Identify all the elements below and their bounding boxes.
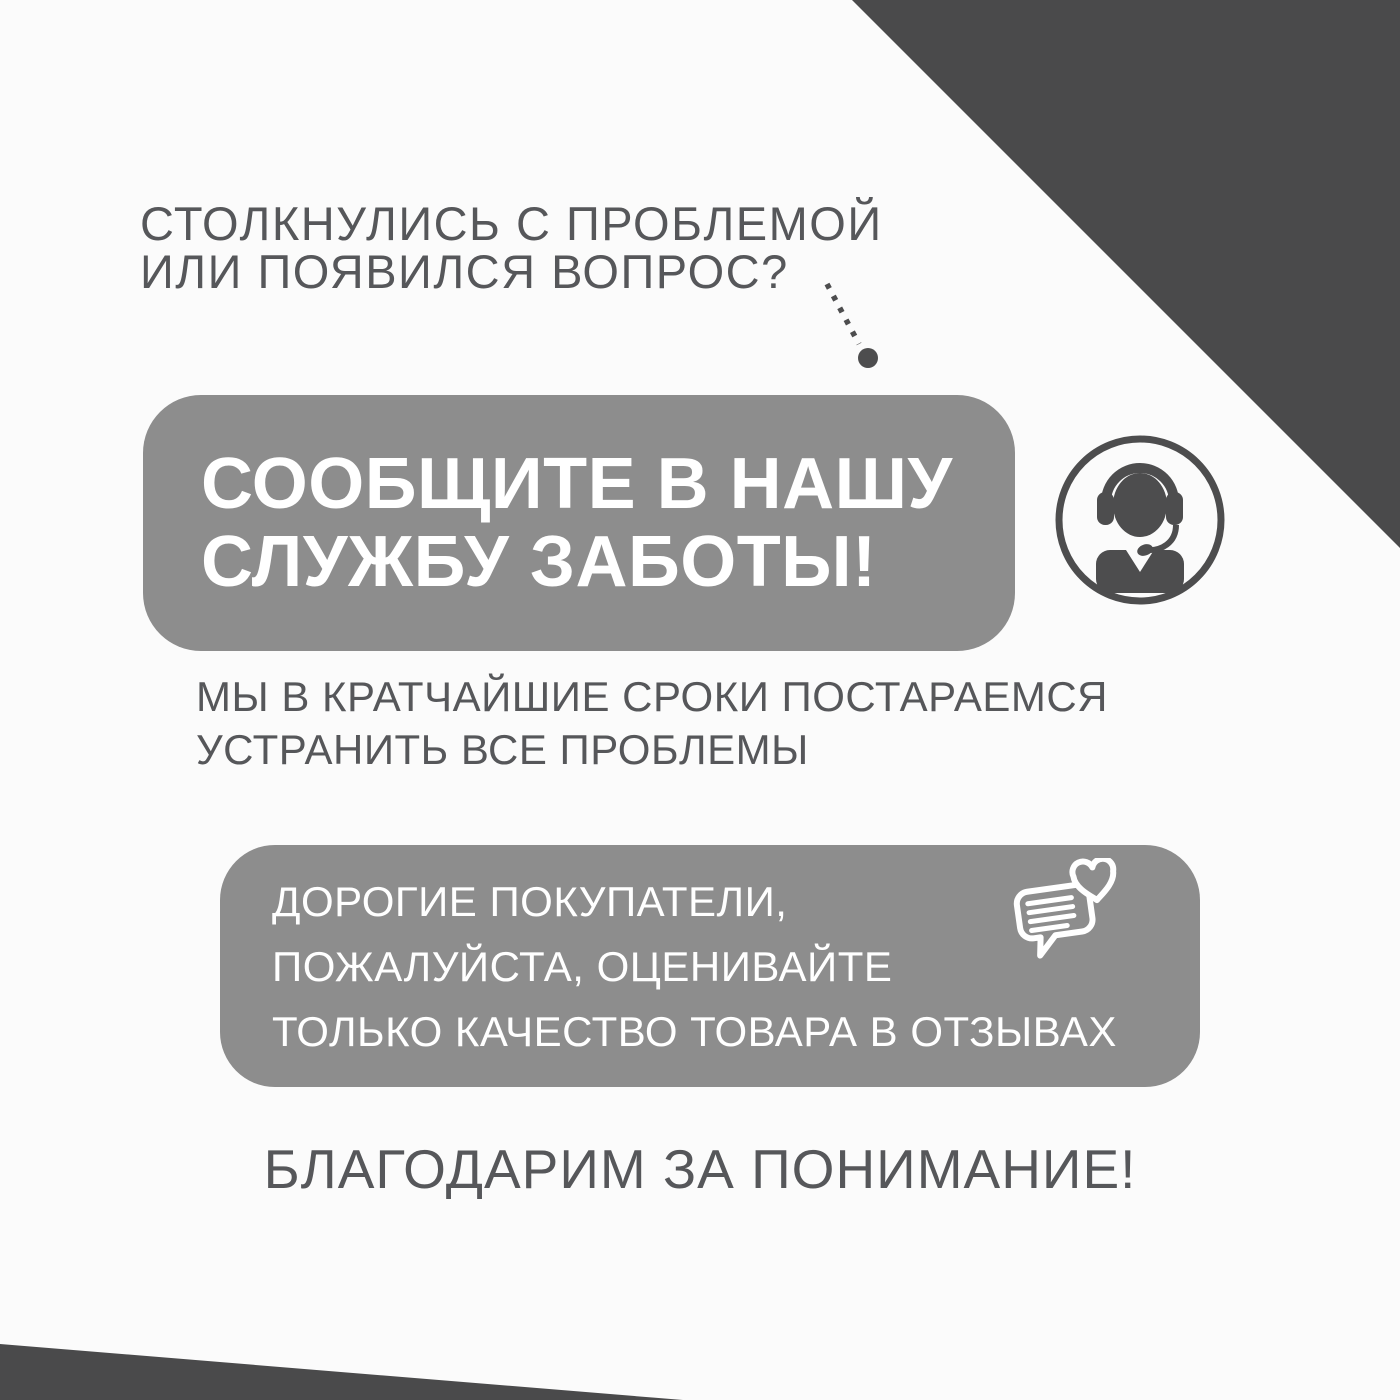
support-agent-icon xyxy=(1050,430,1230,610)
footer-text: БЛАГОДАРИМ ЗА ПОНИМАНИЕ! xyxy=(263,1138,1137,1200)
heading-line-2: ИЛИ ПОЯВИЛСЯ ВОПРОС? xyxy=(140,245,789,298)
cta-line-2: СЛУЖБУ ЗАБОТЫ! xyxy=(201,522,877,602)
agent-head xyxy=(1113,473,1167,537)
review-line-2: ПОЖАЛУЙСТА, ОЦЕНИВАЙТЕ xyxy=(272,942,893,990)
heading xyxy=(140,197,883,298)
heading-line-1: СТОЛКНУЛИСЬ С ПРОБЛЕМОЙ xyxy=(140,197,883,250)
headset-earcup-right xyxy=(1166,492,1183,525)
heart-outline xyxy=(1071,858,1117,903)
chat-text-lines xyxy=(1028,898,1075,931)
cta-line-1: СООБЩИТЕ В НАШУ xyxy=(201,444,953,524)
bottom-wedge xyxy=(0,1344,683,1400)
cta-bubble xyxy=(143,395,1015,651)
promise-line-2: УСТРАНИТЬ ВСЕ ПРОБЛЕМЫ xyxy=(196,726,809,773)
chat-heart-icon xyxy=(1000,858,1126,976)
review-line-3: ТОЛЬКО КАЧЕСТВО ТОВАРА В ОТЗЫВАХ xyxy=(272,1007,1117,1055)
promise-line-1: МЫ В КРАТЧАЙШИЕ СРОКИ ПОСТАРАЕМСЯ xyxy=(196,673,1108,720)
promise-text xyxy=(196,670,1108,776)
headset-earcup-left xyxy=(1097,492,1114,525)
review-line-1: ДОРОГИЕ ПОКУПАТЕЛИ, xyxy=(272,877,788,925)
connector-dot xyxy=(858,348,878,368)
